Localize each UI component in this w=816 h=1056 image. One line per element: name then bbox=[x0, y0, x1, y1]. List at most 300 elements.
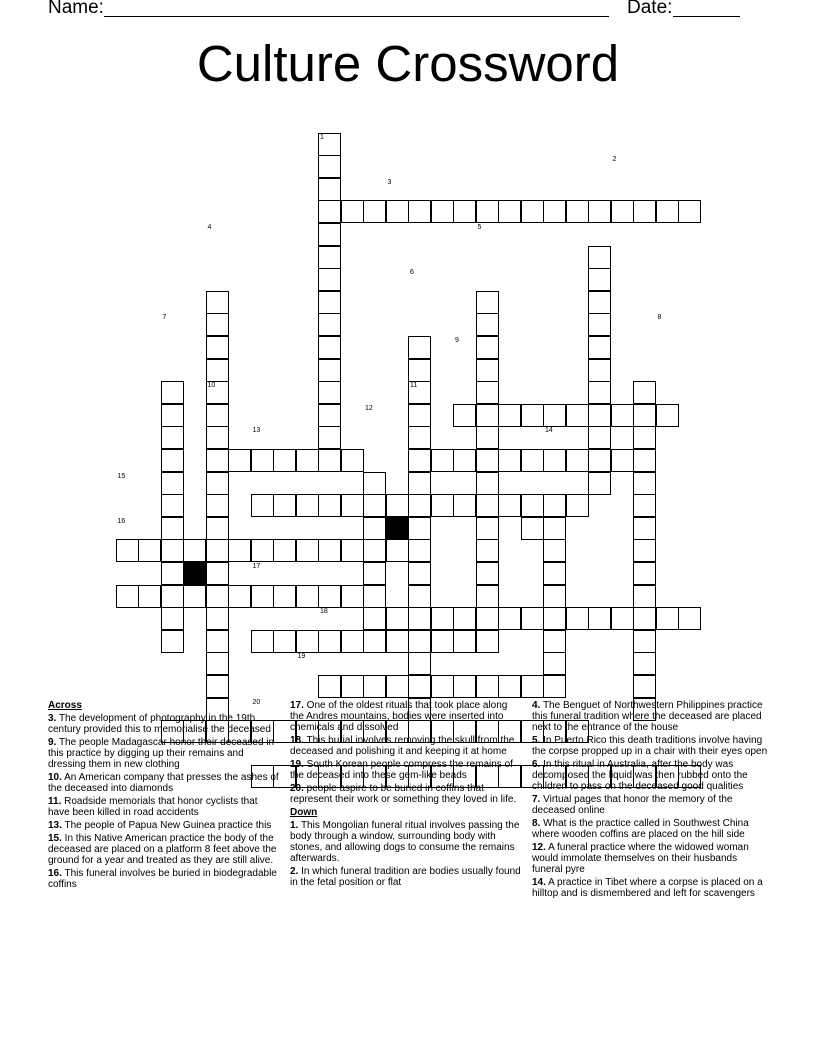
clue-text: The people Madagascar honor their deceased in this practice by digging up their remains and dressing them in new clothing bbox=[48, 737, 275, 770]
clue-text: people aspire to be buried in coffins that represent their work or something they loved in life. bbox=[290, 783, 517, 805]
grid-cell[interactable] bbox=[363, 200, 386, 223]
grid-cell[interactable] bbox=[521, 517, 544, 540]
grid-cell[interactable] bbox=[453, 494, 476, 517]
clue-number-label: 4. bbox=[532, 700, 541, 711]
grid-cell[interactable] bbox=[588, 246, 611, 269]
clue-number-label: 18. bbox=[290, 735, 304, 746]
grid-cell[interactable] bbox=[543, 607, 566, 630]
grid-cell[interactable] bbox=[408, 517, 431, 540]
grid-cell[interactable] bbox=[161, 585, 184, 608]
clue-number: 7 bbox=[162, 314, 167, 322]
grid-cell[interactable] bbox=[161, 426, 184, 449]
grid-cell[interactable] bbox=[206, 607, 229, 630]
grid-cell[interactable] bbox=[408, 426, 431, 449]
grid-cell[interactable] bbox=[273, 539, 296, 562]
grid-cell[interactable] bbox=[521, 449, 544, 472]
across-clue bbox=[48, 820, 280, 831]
grid-cell[interactable] bbox=[341, 630, 364, 653]
grid-cell[interactable] bbox=[206, 675, 229, 698]
grid-cell[interactable] bbox=[273, 449, 296, 472]
across-clue bbox=[290, 783, 524, 805]
grid-cell[interactable] bbox=[476, 494, 499, 517]
grid-cell[interactable] bbox=[476, 336, 499, 359]
clue-number: 19 bbox=[297, 653, 306, 661]
grid-cell[interactable] bbox=[341, 539, 364, 562]
across-clue bbox=[48, 796, 280, 818]
grid-cell[interactable] bbox=[386, 494, 409, 517]
grid-cell[interactable] bbox=[206, 313, 229, 336]
grid-cell[interactable] bbox=[498, 200, 521, 223]
grid-cell[interactable] bbox=[341, 494, 364, 517]
across-clue bbox=[48, 868, 280, 890]
grid-cell[interactable] bbox=[318, 539, 341, 562]
grid-cell[interactable] bbox=[408, 359, 431, 382]
grid-cell[interactable] bbox=[498, 675, 521, 698]
clue-text: This Mongolian funeral ritual involves passing the body through a window, surrounding body with stones, and allowing dogs to consume the remains afterwards. bbox=[290, 820, 520, 864]
grid-cell[interactable] bbox=[318, 291, 341, 314]
grid-cell[interactable] bbox=[363, 675, 386, 698]
clue-number-label: 1. bbox=[290, 820, 299, 831]
grid-cell[interactable] bbox=[633, 630, 656, 653]
grid-cell[interactable] bbox=[251, 539, 274, 562]
grid-cell[interactable] bbox=[318, 268, 341, 291]
clue-text: One of the oldest rituals that took place along the Andres mountains, bodies were inserted into chemicals and dissolved bbox=[290, 700, 508, 733]
grid-cell[interactable] bbox=[476, 426, 499, 449]
grid-cell[interactable] bbox=[431, 494, 454, 517]
grid-cell[interactable] bbox=[206, 472, 229, 495]
grid-cell[interactable] bbox=[588, 359, 611, 382]
grid-cell[interactable] bbox=[588, 381, 611, 404]
grid-cell[interactable] bbox=[161, 562, 184, 585]
grid-cell[interactable] bbox=[633, 449, 656, 472]
grid-cell[interactable] bbox=[408, 336, 431, 359]
grid-cell[interactable] bbox=[183, 585, 206, 608]
grid-cell[interactable] bbox=[206, 291, 229, 314]
grid-cell[interactable] bbox=[588, 426, 611, 449]
clue-text: Roadside memorials that honor cyclists that have been killed in road accidents bbox=[48, 796, 258, 818]
grid-cell[interactable] bbox=[318, 200, 341, 223]
grid-cell[interactable] bbox=[341, 449, 364, 472]
grid-cell[interactable] bbox=[318, 246, 341, 269]
clue-text: The Benguet of Northwestern Philippines practice this funeral tradition where the deceased are placed next to the entrance of the house bbox=[532, 700, 763, 733]
grid-cell[interactable] bbox=[498, 494, 521, 517]
grid-cell[interactable] bbox=[543, 652, 566, 675]
grid-cell[interactable] bbox=[386, 675, 409, 698]
clues-column-1 bbox=[48, 700, 280, 892]
grid-cell[interactable] bbox=[566, 404, 589, 427]
grid-cell[interactable] bbox=[476, 291, 499, 314]
grid-cell[interactable] bbox=[633, 517, 656, 540]
grid-cell[interactable] bbox=[161, 630, 184, 653]
grid-cell[interactable] bbox=[206, 585, 229, 608]
across-clue bbox=[48, 833, 280, 866]
grid-cell[interactable] bbox=[543, 562, 566, 585]
grid-cell[interactable] bbox=[228, 539, 251, 562]
across-clue bbox=[48, 713, 280, 735]
grid-cell[interactable] bbox=[408, 472, 431, 495]
grid-cell[interactable] bbox=[251, 449, 274, 472]
clue-number-label: 7. bbox=[532, 794, 541, 805]
date-label: Date: bbox=[627, 0, 673, 18]
grid-cell[interactable] bbox=[183, 539, 206, 562]
clue-number: 8 bbox=[657, 314, 662, 322]
grid-cell[interactable] bbox=[138, 539, 161, 562]
across-clue bbox=[290, 759, 524, 781]
grid-cell[interactable] bbox=[453, 200, 476, 223]
grid-cell[interactable] bbox=[633, 381, 656, 404]
grid-cell[interactable] bbox=[476, 517, 499, 540]
grid-cell[interactable] bbox=[611, 200, 634, 223]
grid-cell[interactable] bbox=[543, 517, 566, 540]
clue-text: South Korean people compress the remains of the deceased into these gem-like beads bbox=[290, 759, 513, 781]
grid-cell[interactable] bbox=[476, 630, 499, 653]
grid-cell[interactable] bbox=[206, 652, 229, 675]
grid-cell[interactable] bbox=[386, 607, 409, 630]
clue-number: 16 bbox=[117, 517, 126, 525]
grid-cell[interactable] bbox=[161, 517, 184, 540]
clue-text: In this ritual in Australia, after the body was decomposed the liquid was then rubbed onto the children to pass on the deceased good qualities bbox=[532, 759, 748, 792]
across-clue bbox=[290, 700, 524, 733]
across-clue bbox=[290, 735, 524, 757]
down-heading: Down bbox=[290, 807, 318, 818]
black-cell bbox=[386, 517, 409, 540]
grid-cell[interactable] bbox=[633, 562, 656, 585]
grid-cell[interactable] bbox=[543, 200, 566, 223]
grid-cell[interactable] bbox=[521, 200, 544, 223]
grid-cell[interactable] bbox=[296, 585, 319, 608]
grid-cell[interactable] bbox=[206, 562, 229, 585]
clue-text: The people of Papua New Guinea practice this bbox=[61, 820, 272, 831]
grid-cell[interactable] bbox=[161, 404, 184, 427]
grid-cell[interactable] bbox=[633, 472, 656, 495]
grid-cell[interactable] bbox=[273, 585, 296, 608]
clue-number-label: 12. bbox=[532, 842, 546, 853]
grid-cell[interactable] bbox=[611, 607, 634, 630]
clues-section bbox=[0, 700, 816, 1056]
clue-number-label: 20. bbox=[290, 783, 304, 794]
grid-cell[interactable] bbox=[476, 200, 499, 223]
clue-number: 6 bbox=[410, 269, 414, 277]
grid-cell[interactable] bbox=[318, 313, 341, 336]
grid-cell[interactable] bbox=[273, 494, 296, 517]
grid-cell[interactable] bbox=[588, 313, 611, 336]
grid-cell[interactable] bbox=[431, 449, 454, 472]
grid-cell[interactable] bbox=[363, 585, 386, 608]
clue-number-label: 14. bbox=[532, 877, 546, 888]
clue-text: Virtual pages that honor the memory of the deceased online bbox=[532, 794, 733, 816]
clue-text: This burial involves removing the skull from the deceased and polishing it and keeping it at home bbox=[290, 735, 515, 757]
clue-number-label: 17. bbox=[290, 700, 304, 711]
clue-number-label: 3. bbox=[48, 713, 57, 724]
down-clue bbox=[532, 700, 768, 733]
grid-cell[interactable] bbox=[633, 539, 656, 562]
clue-text: In which funeral tradition are bodies usually found in the fetal position or flat bbox=[290, 866, 521, 888]
grid-cell[interactable] bbox=[498, 449, 521, 472]
clue-number: 1 bbox=[320, 133, 324, 141]
down-clue bbox=[532, 794, 768, 816]
grid-cell[interactable] bbox=[431, 630, 454, 653]
grid-cell[interactable] bbox=[318, 404, 341, 427]
clue-number-label: 19. bbox=[290, 759, 304, 770]
grid-cell[interactable] bbox=[543, 449, 566, 472]
clue-text: An American company that presses the ashes of the deceased into diamonds bbox=[48, 772, 279, 794]
grid-cell[interactable] bbox=[296, 449, 319, 472]
grid-cell[interactable] bbox=[588, 472, 611, 495]
grid-cell[interactable] bbox=[161, 494, 184, 517]
grid-cell[interactable] bbox=[228, 449, 251, 472]
clue-number: 17 bbox=[252, 563, 261, 570]
clue-text: What is the practice called in Southwest China where wooden coffins are placed on the hill side bbox=[532, 818, 749, 840]
grid-cell[interactable] bbox=[206, 404, 229, 427]
grid-cell[interactable] bbox=[498, 404, 521, 427]
grid-cell[interactable] bbox=[386, 539, 409, 562]
grid-cell[interactable] bbox=[206, 494, 229, 517]
down-clue bbox=[532, 818, 768, 840]
grid-cell[interactable] bbox=[408, 449, 431, 472]
clue-number-label: 16. bbox=[48, 868, 62, 879]
clue-text: The development of photography in the 19th century provided this to memorialise the deceased bbox=[48, 713, 271, 735]
grid-cell[interactable] bbox=[633, 426, 656, 449]
grid-cell[interactable] bbox=[431, 200, 454, 223]
grid-cell[interactable] bbox=[543, 539, 566, 562]
grid-cell[interactable] bbox=[588, 404, 611, 427]
grid-cell[interactable] bbox=[206, 630, 229, 653]
across-clue-list bbox=[48, 713, 280, 890]
clue-number-label: 8. bbox=[532, 818, 541, 829]
down-clue bbox=[290, 866, 524, 888]
grid-cell[interactable] bbox=[633, 585, 656, 608]
grid-cell[interactable] bbox=[318, 585, 341, 608]
clue-number-label: 6. bbox=[532, 759, 541, 770]
grid-cell[interactable] bbox=[633, 200, 656, 223]
grid-cell[interactable] bbox=[408, 200, 431, 223]
clue-number: 18 bbox=[320, 608, 328, 616]
grid-cell[interactable] bbox=[161, 539, 184, 562]
grid-cell[interactable] bbox=[341, 585, 364, 608]
clue-number: 13 bbox=[252, 427, 261, 435]
grid-cell[interactable] bbox=[588, 336, 611, 359]
down-clue bbox=[532, 735, 768, 757]
grid-cell[interactable] bbox=[588, 200, 611, 223]
grid-cell[interactable] bbox=[318, 359, 341, 382]
clue-text: In this Native American practice the body of the deceased are placed on a platform 8 feet above the ground for a year and treated as they are still alive. bbox=[48, 833, 277, 866]
grid-cell[interactable] bbox=[453, 630, 476, 653]
grid-cell[interactable] bbox=[408, 539, 431, 562]
clue-number: 3 bbox=[387, 178, 392, 186]
grid-cell[interactable] bbox=[633, 675, 656, 698]
grid-cell[interactable] bbox=[341, 200, 364, 223]
clue-text: In Puerto Rico this death traditions involve having the corpse propped up in a chair with their eyes open bbox=[532, 735, 768, 757]
grid-cell[interactable] bbox=[318, 426, 341, 449]
grid-cell[interactable] bbox=[678, 607, 701, 630]
grid-cell[interactable] bbox=[476, 539, 499, 562]
grid-cell[interactable] bbox=[296, 494, 319, 517]
grid-cell[interactable] bbox=[161, 449, 184, 472]
clue-text: This funeral involves be buried in biodegradable coffins bbox=[48, 868, 277, 890]
across-clue-list-continued bbox=[290, 700, 524, 805]
grid-cell[interactable] bbox=[386, 200, 409, 223]
grid-cell[interactable] bbox=[408, 585, 431, 608]
name-label: Name: bbox=[48, 0, 104, 18]
grid-cell[interactable] bbox=[206, 336, 229, 359]
across-heading: Across bbox=[48, 700, 82, 711]
clue-number-label: 15. bbox=[48, 833, 62, 844]
grid-cell[interactable] bbox=[296, 630, 319, 653]
grid-cell[interactable] bbox=[588, 268, 611, 291]
grid-cell[interactable] bbox=[318, 449, 341, 472]
clue-number: 14 bbox=[545, 427, 553, 435]
grid-cell[interactable] bbox=[296, 539, 319, 562]
down-clue bbox=[290, 820, 524, 864]
grid-cell[interactable] bbox=[656, 404, 679, 427]
grid-cell[interactable] bbox=[318, 630, 341, 653]
grid-cell[interactable] bbox=[363, 607, 386, 630]
clue-number-label: 9. bbox=[48, 737, 57, 748]
clue-number: 15 bbox=[117, 472, 126, 480]
grid-cell[interactable] bbox=[543, 630, 566, 653]
across-clue bbox=[48, 772, 280, 794]
clue-number: 10 bbox=[207, 382, 216, 390]
grid-cell[interactable] bbox=[588, 449, 611, 472]
grid-cell[interactable] bbox=[521, 607, 544, 630]
grid-cell[interactable] bbox=[318, 336, 341, 359]
down-clue-list bbox=[290, 820, 524, 888]
grid-cell[interactable] bbox=[543, 494, 566, 517]
grid-cell[interactable] bbox=[386, 630, 409, 653]
grid-cell[interactable] bbox=[116, 585, 139, 608]
grid-cell[interactable] bbox=[588, 291, 611, 314]
grid-cell[interactable] bbox=[566, 449, 589, 472]
grid-cell[interactable] bbox=[408, 494, 431, 517]
grid-cell[interactable] bbox=[476, 585, 499, 608]
clues-column-3 bbox=[532, 700, 768, 901]
clue-number-label: 13. bbox=[48, 820, 62, 831]
grid-cell[interactable] bbox=[408, 607, 431, 630]
grid-cell[interactable] bbox=[678, 200, 701, 223]
grid-cell[interactable] bbox=[566, 200, 589, 223]
grid-cell[interactable] bbox=[228, 585, 251, 608]
grid-cell[interactable] bbox=[566, 494, 589, 517]
grid-cell[interactable] bbox=[161, 607, 184, 630]
grid-cell[interactable] bbox=[318, 381, 341, 404]
across-clue bbox=[48, 737, 280, 770]
clue-number: 5 bbox=[477, 224, 482, 231]
clue-number: 20 bbox=[252, 698, 261, 706]
grid-cell[interactable] bbox=[408, 630, 431, 653]
grid-cell[interactable] bbox=[318, 223, 341, 246]
grid-cell[interactable] bbox=[453, 675, 476, 698]
grid-cell[interactable] bbox=[611, 404, 634, 427]
grid-cell[interactable] bbox=[476, 449, 499, 472]
clue-number: 4 bbox=[207, 224, 212, 231]
grid-cell[interactable] bbox=[363, 539, 386, 562]
grid-cell[interactable] bbox=[543, 585, 566, 608]
grid-cell[interactable] bbox=[633, 607, 656, 630]
grid-cell[interactable] bbox=[543, 404, 566, 427]
black-cell bbox=[183, 562, 206, 585]
clue-number: 12 bbox=[365, 404, 373, 412]
grid-cell[interactable] bbox=[318, 178, 341, 201]
grid-cell[interactable] bbox=[498, 607, 521, 630]
grid-cell[interactable] bbox=[521, 494, 544, 517]
grid-cell[interactable] bbox=[408, 675, 431, 698]
grid-cell[interactable] bbox=[363, 517, 386, 540]
grid-cell[interactable] bbox=[273, 630, 296, 653]
grid-cell[interactable] bbox=[161, 381, 184, 404]
clue-number-label: 2. bbox=[290, 866, 299, 877]
down-clue bbox=[532, 759, 768, 792]
grid-cell[interactable] bbox=[476, 381, 499, 404]
grid-cell[interactable] bbox=[453, 607, 476, 630]
grid-cell[interactable] bbox=[476, 607, 499, 630]
grid-cell[interactable] bbox=[341, 675, 364, 698]
grid-cell[interactable] bbox=[318, 675, 341, 698]
grid-cell[interactable] bbox=[611, 449, 634, 472]
grid-cell[interactable] bbox=[116, 539, 139, 562]
grid-cell[interactable] bbox=[363, 562, 386, 585]
grid-cell[interactable] bbox=[363, 494, 386, 517]
grid-cell[interactable] bbox=[476, 472, 499, 495]
grid-cell[interactable] bbox=[138, 585, 161, 608]
grid-cell[interactable] bbox=[206, 426, 229, 449]
grid-cell[interactable] bbox=[251, 494, 274, 517]
down-clue bbox=[532, 842, 768, 875]
grid-cell[interactable] bbox=[318, 494, 341, 517]
grid-cell[interactable] bbox=[453, 449, 476, 472]
grid-cell[interactable] bbox=[588, 607, 611, 630]
grid-cell[interactable] bbox=[633, 494, 656, 517]
grid-cell[interactable] bbox=[566, 607, 589, 630]
grid-cell[interactable] bbox=[476, 359, 499, 382]
grid-cell[interactable] bbox=[251, 585, 274, 608]
grid-cell[interactable] bbox=[206, 539, 229, 562]
grid-cell[interactable] bbox=[206, 449, 229, 472]
grid-cell[interactable] bbox=[161, 472, 184, 495]
clue-number: 11 bbox=[410, 382, 418, 390]
clues-column-2 bbox=[290, 700, 524, 890]
clue-number-label: 10. bbox=[48, 772, 62, 783]
grid-cell[interactable] bbox=[363, 630, 386, 653]
grid-cell[interactable] bbox=[633, 404, 656, 427]
grid-cell[interactable] bbox=[408, 404, 431, 427]
grid-cell[interactable] bbox=[408, 652, 431, 675]
grid-cell[interactable] bbox=[521, 404, 544, 427]
grid-cell[interactable] bbox=[633, 652, 656, 675]
grid-cell[interactable] bbox=[206, 517, 229, 540]
grid-cell[interactable] bbox=[363, 472, 386, 495]
grid-cell[interactable] bbox=[453, 404, 476, 427]
grid-cell[interactable] bbox=[521, 675, 544, 698]
grid-cell[interactable] bbox=[656, 607, 679, 630]
grid-cell[interactable] bbox=[318, 155, 341, 178]
grid-cell[interactable] bbox=[476, 675, 499, 698]
grid-cell[interactable] bbox=[476, 404, 499, 427]
clue-number: 9 bbox=[455, 337, 459, 344]
down-clue-list-continued bbox=[532, 700, 768, 899]
grid-cell[interactable] bbox=[656, 200, 679, 223]
grid-cell[interactable] bbox=[206, 359, 229, 382]
grid-cell[interactable] bbox=[251, 630, 274, 653]
grid-cell[interactable] bbox=[476, 313, 499, 336]
grid-cell[interactable] bbox=[408, 562, 431, 585]
grid-cell[interactable] bbox=[476, 562, 499, 585]
clue-number-label: 11. bbox=[48, 796, 62, 807]
clue-number: 2 bbox=[612, 156, 617, 164]
page-title: Culture Crossword bbox=[196, 35, 620, 92]
grid-cell[interactable] bbox=[431, 675, 454, 698]
grid-cell[interactable] bbox=[431, 607, 454, 630]
grid-cell[interactable] bbox=[543, 675, 566, 698]
